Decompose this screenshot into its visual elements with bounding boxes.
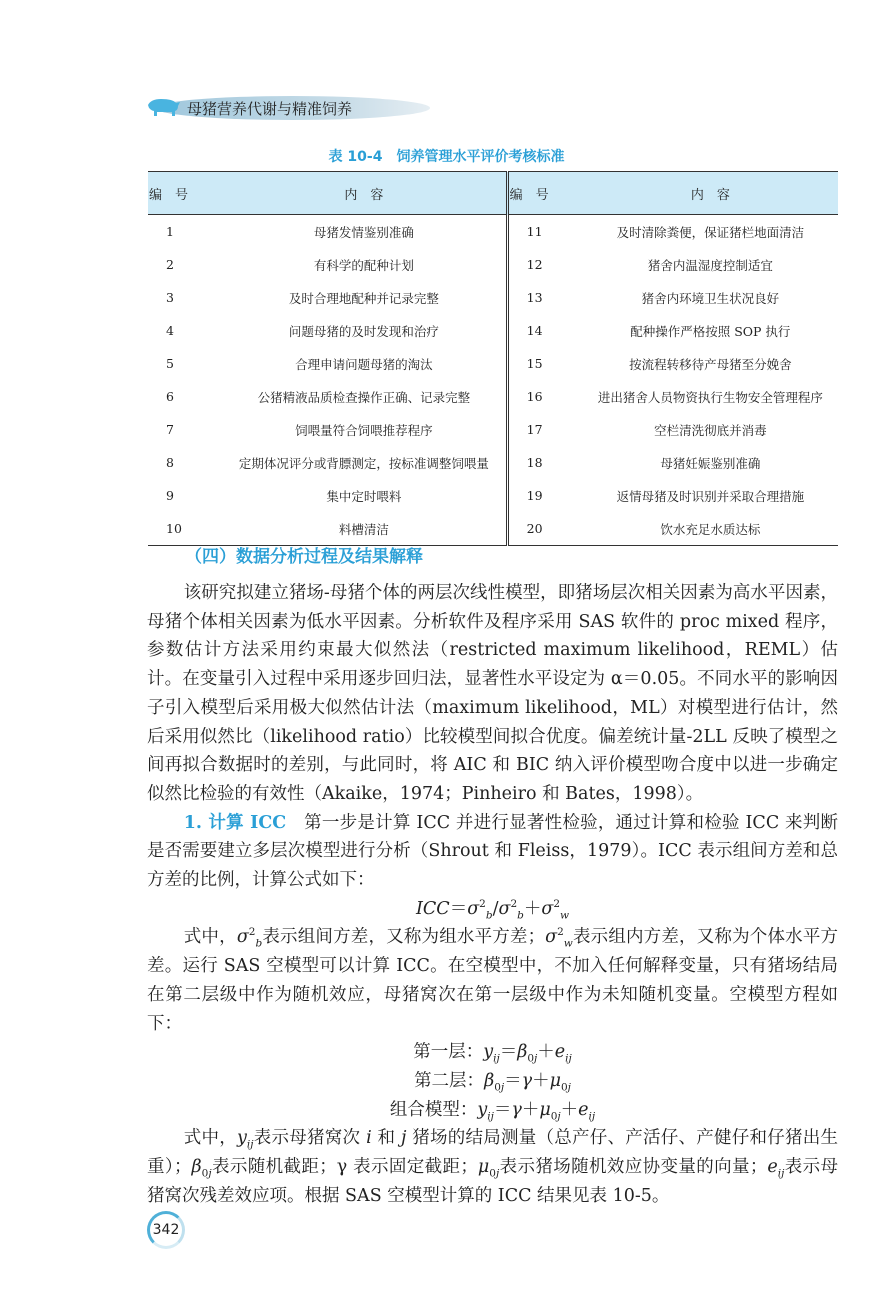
row-number: 6 (166, 389, 174, 404)
row-content: 饮水充足水质达标 (660, 521, 761, 537)
row-content: 猪舍内环境卫生状况良好 (641, 290, 780, 306)
row-content: 料槽清洁 (222, 512, 507, 546)
body-text (147, 579, 838, 1210)
paragraph-text: 表示组间方差，又称为组水平方差； (262, 927, 546, 948)
table-row (148, 380, 838, 413)
row-content: 及时合理地配种并记录完整 (222, 281, 507, 314)
row-number: 11 (526, 224, 543, 239)
row-content: 集中定时喂料 (222, 479, 507, 512)
row-number: 2 (166, 257, 174, 272)
row-content: 公猪精液品质检查操作正确、记录完整 (222, 380, 507, 413)
row-number: 18 (526, 455, 543, 470)
row-number: 4 (166, 323, 174, 338)
row-content: 母猪妊娠鉴别准确 (660, 455, 761, 471)
table-row (148, 347, 838, 380)
row-number: 3 (166, 290, 174, 305)
table-row (148, 248, 838, 281)
formula-label: 第一层： (413, 1042, 484, 1063)
row-number: 1 (166, 224, 174, 239)
row-number: 19 (526, 488, 543, 503)
paragraph-text: 式中， (183, 927, 237, 948)
paragraph-text: 式中， (183, 1128, 237, 1149)
paragraph: 式中，$y_{ij}$表示母猪窝次 i 和 j 猪场的结局测量（总产仔、产活仔、产健仔和仔猪出生重）；$\beta_{0j}$表示随机截距；γ 表示固定截距；$\mu_{0j}$表示猪场随机效应协变量的向量；$e_{ij}$表示母猪窝次残差效应项。根据 SAS 空模型计算的 ICC 结果见表 10-5。 (147, 1128, 839, 1206)
paragraph-text: 表示猪场随机效应协变量的向量； (499, 1157, 768, 1178)
row-content: 有科学的配种计划 (222, 248, 507, 281)
formula-label: 组合模型： (389, 1099, 478, 1120)
table-row (148, 314, 838, 347)
row-number: 8 (166, 455, 174, 470)
book-title: 母猪营养代谢与精准饲养 (187, 100, 353, 118)
evaluation-table (148, 171, 838, 546)
col-header-number: 编 号 (507, 172, 583, 215)
row-content: 母猪发情鉴别准确 (222, 215, 507, 249)
paragraph-text: 猪场的结局测量（总产仔、产活仔、产健仔和仔猪出生重）； (147, 1128, 838, 1178)
row-number: 12 (526, 257, 543, 272)
row-number: 10 (166, 521, 182, 536)
row-number: 9 (166, 488, 174, 503)
row-number: 17 (526, 422, 543, 437)
paragraph: 该研究拟建立猪场-母猪个体的两层次线性模型，即猪场层次相关因素为高水平因素，母猪个体相关因素为低水平因素。分析软件及程序采用 SAS 软件的 proc mixed 程序，参数估计方法采用约束最大似然法（restricted maximum likelihood，REML）估计。在变量引入过程中采用逐步回归法，显著性水平设定为 α＝0.05。不同水平的影响因子引入模型后采用极大似然估计法（maximum likelihood，ML）对模型进行估计，然后采用似然比（likelihood ratio）比较模型间拟合优度。偏差统计量-2LL 反映了模型之间再拟合数据时的差别，与此同时，将 AIC 和 BIC 纳入评价模型吻合度中以进一步确定似然比检验的有效性（Akaike，1974；Pinheiro 和 Bates，1998）。 (147, 583, 838, 804)
row-number: 15 (526, 356, 543, 371)
formula-level1: 第一层：$y_{ij}=\beta_{0j}+e_{ij}$ (413, 1042, 572, 1065)
table-row (148, 479, 838, 512)
row-number: 14 (526, 323, 543, 338)
paragraph: 式中，$\sigma^2_b$表示组间方差，又称为组水平方差；$\sigma^2_w$表示组内方差，又称为个体水平方差。运行 SAS 空模型可以计算 ICC。在空模型中，不加入任何解释变量，只有猪场结局在第二层级中作为随机效应，母猪窝次在第一层级中作为未知随机变量。空模型方程如下： (147, 926, 839, 1034)
row-content: 猪舍内温湿度控制适宜 (647, 257, 773, 273)
table-caption: 表 10-4 饲养管理水平评价考核标准 (328, 149, 565, 165)
paragraph-text: 表示组内方差，又称为个体水平方差。运行 SAS 空模型可以计算 ICC。在空模型中，不加入任何解释变量，只有猪场结局在第二层级中作为随机效应，母猪窝次在第一层级中作为未知随机变量。空模型方程如下： (147, 927, 839, 1034)
subheading: 1. 计算 ICC (183, 812, 287, 833)
row-content: 空栏清洗彻底并消毒 (654, 422, 767, 438)
table-row (148, 215, 838, 249)
row-number: 20 (526, 521, 543, 536)
paragraph-text: 表示母猪窝次 (253, 1128, 361, 1149)
row-content: 问题母猪的及时发现和治疗 (222, 314, 507, 347)
col-header-content: 内 容 (222, 172, 507, 215)
paragraph-text: 表示母猪窝次残差效应项。根据 SAS 空模型计算的 ICC 结果见表 10-5。 (147, 1157, 839, 1206)
table-header-row (148, 172, 838, 215)
row-content: 返情母猪及时识别并采取合理措施 (616, 488, 805, 504)
paragraph-text: 和 (377, 1128, 396, 1149)
formula-level2: 第二层：$\beta_{0j}=\gamma+\mu_{0j}$ (414, 1070, 571, 1094)
paragraph (147, 809, 838, 895)
page-number: 342 (147, 1211, 185, 1249)
formula-icc: $ICC=\sigma^2_b/\sigma^2_b+\sigma^2_w$ (416, 897, 569, 922)
running-header (145, 95, 430, 121)
table-row (148, 413, 838, 446)
col-header-number: 编 号 (148, 172, 222, 215)
row-content: 配种操作严格按照 SOP 执行 (630, 323, 791, 339)
table-row (148, 512, 838, 546)
row-content: 按流程转移待产母猪至分娩舍 (629, 356, 792, 372)
row-number: 13 (526, 290, 543, 305)
row-content: 进出猪舍人员物资执行生物安全管理程序 (597, 389, 823, 405)
row-content: 饲喂量符合饲喂推荐程序 (222, 413, 507, 446)
row-content: 合理申请问题母猪的淘汰 (222, 347, 507, 380)
table-row (148, 281, 838, 314)
formula-label: 第二层： (414, 1070, 485, 1091)
row-content: 定期体况评分或背膘测定，按标准调整饲喂量 (222, 446, 507, 479)
paragraph-text: 第一步是计算 ICC 并进行显著性检验，通过计算和检验 ICC 来判断是否需要建立多层次模型进行分析（Shrout 和 Fleiss，1979）。ICC 表示组间方差和总方差的比例，计算公式如下： (147, 812, 838, 891)
col-header-content: 内 容 (583, 172, 838, 215)
paragraph-text: 表示随机截距；γ 表示固定截距； (211, 1157, 478, 1178)
row-number: 16 (526, 389, 543, 404)
formula-combined: 组合模型：$y_{ij}=\gamma+\mu_{0j}+e_{ij}$ (389, 1099, 596, 1123)
row-number: 7 (166, 422, 174, 437)
row-number: 5 (166, 356, 174, 371)
pig-icon (145, 97, 181, 117)
table-row (148, 446, 838, 479)
row-content: 及时清除粪便，保证猪栏地面清洁 (616, 224, 805, 240)
section-heading: （四）数据分析过程及结果解释 (185, 547, 423, 567)
